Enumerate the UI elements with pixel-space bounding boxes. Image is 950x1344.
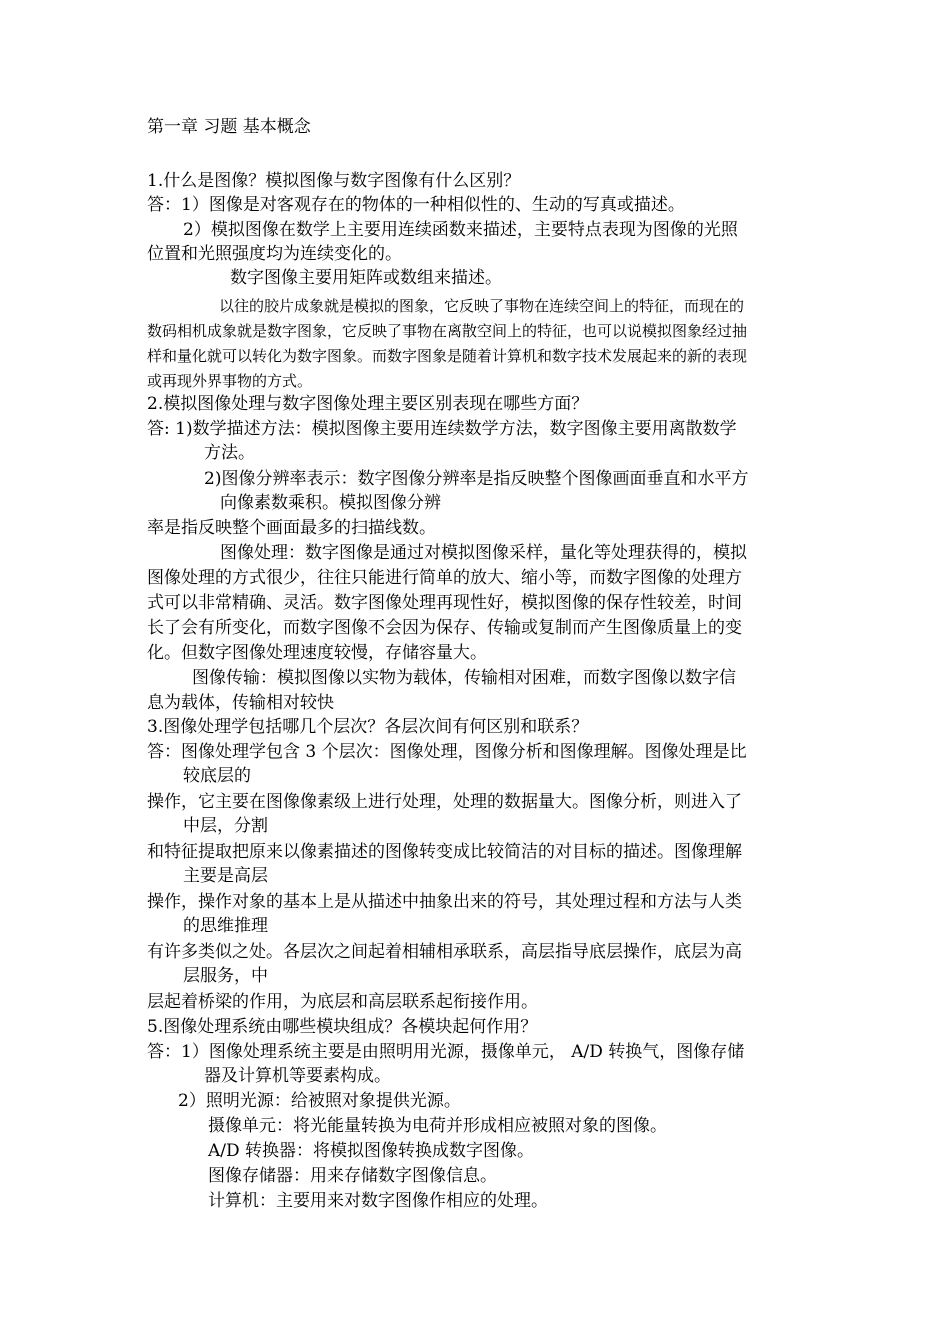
answer-5-line-1: 答：1）图像处理系统主要是由照明用光源，摄像单元， A/D 转换气，图像存储 [147, 1042, 745, 1062]
answer-1-line-3: 位置和光照强度均为连续变化的。 [147, 244, 402, 264]
answer-5-line-2: 器及计算机等要素构成。 [204, 1066, 391, 1086]
answer-1-line-4: 数字图像主要用矩阵或数组来描述。 [230, 268, 502, 288]
question-5: 5.图像处理系统由哪些模块组成？各模块起何作用？ [147, 1017, 538, 1037]
answer-3-line-11: 层起着桥梁的作用，为底层和高层联系起衔接作用。 [147, 992, 538, 1012]
answer-2-line-7: 图像处理的方式很少，往往只能进行简单的放大、缩小等，而数字图像的处理方 [147, 568, 742, 588]
chapter-title: 第一章 习题 基本概念 [147, 117, 311, 137]
answer-1-line-2: 2）模拟图像在数学上主要用连续函数来描述，主要特点表现为图像的光照 [183, 220, 738, 240]
answer-2-line-8: 式可以非常精确、灵活。数字图像处理再现性好，模拟图像的保存性较差，时间 [147, 593, 742, 613]
answer-2-line-5: 率是指反映整个画面最多的扫描线数。 [147, 518, 436, 538]
answer-5-line-7: 计算机：主要用来对数字图像作相应的处理。 [208, 1191, 548, 1211]
answer-2-line-9: 长了会有所变化，而数字图像不会因为保存、传输或复制而产生图像质量上的变 [147, 618, 742, 638]
answer-5-line-3: 2）照明光源：给被照对象提供光源。 [178, 1091, 461, 1111]
answer-5-line-5: A/D 转换器：将模拟图像转换成数字图像。 [208, 1141, 535, 1161]
answer-2-line-1: 答: 1)数学描述方法：模拟图像主要用连续数学方法，数字图像主要用离散数学 [147, 419, 737, 439]
answer-1-line-7: 样和量化就可以转化为数字图象。而数字图象是随着计算机和数字技术发展起来的新的表现 [147, 347, 748, 365]
answer-2-line-4: 向像素数乘积。模拟图像分辨 [220, 493, 441, 513]
answer-1-line-8: 或再现外界事物的方式。 [147, 372, 313, 390]
answer-2-line-3: 2)图像分辨率表示：数字图像分辨率是指反映整个图像画面垂直和水平方 [204, 469, 749, 489]
answer-3-line-4: 中层，分割 [183, 816, 268, 836]
answer-3-line-7: 操作，操作对象的基本上是从描述中抽象出来的符号，其处理过程和方法与人类 [147, 892, 742, 912]
answer-1-line-6: 数码相机成象就是数字图象，它反映了事物在离散空间上的特征，也可以说模拟图象经过抽 [147, 322, 748, 340]
answer-1-line-5: 以往的胶片成象就是模拟的图象，它反映了事物在连续空间上的特征，而现在的 [219, 297, 745, 315]
answer-2-line-12: 息为载体，传输相对较快 [147, 693, 334, 713]
answer-1-line-1: 答：1）图像是对客观存在的物体的一种相似性的、生动的写真或描述。 [147, 195, 685, 215]
answer-3-line-9: 有许多类似之处。各层次之间起着相辅相承联系，高层指导底层操作，底层为高 [147, 942, 742, 962]
answer-2-line-2: 方法。 [204, 443, 255, 463]
answer-3-line-6: 主要是高层 [183, 866, 268, 886]
answer-3-line-8: 的思维推理 [183, 916, 268, 936]
answer-5-line-6: 图像存储器：用来存储数字图像信息。 [208, 1166, 497, 1186]
answer-2-line-10: 化。但数字图像处理速度较慢，存储容量大。 [147, 643, 487, 663]
question-2: 2.模拟图像处理与数字图像处理主要区别表现在哪些方面？ [147, 394, 589, 414]
question-1: 1.什么是图像？模拟图像与数字图像有什么区别？ [147, 171, 521, 191]
question-3: 3.图像处理学包括哪几个层次？各层次间有何区别和联系？ [147, 717, 589, 737]
answer-5-line-4: 摄像单元：将光能量转换为电荷并形成相应被照对象的图像。 [208, 1116, 667, 1136]
answer-3-line-1: 答：图像处理学包含 3 个层次：图像处理，图像分析和图像理解。图像处理是比 [147, 742, 747, 762]
answer-2-line-6: 图像处理：数字图像是通过对模拟图像采样，量化等处理获得的，模拟 [220, 543, 747, 563]
answer-3-line-5: 和特征提取把原来以像素描述的图像转变成比较简洁的对目标的描述。图像理解 [147, 842, 742, 862]
answer-3-line-10: 层服务，中 [183, 966, 268, 986]
answer-3-line-2: 较底层的 [183, 766, 251, 786]
answer-3-line-3: 操作，它主要在图像像素级上进行处理，处理的数据量大。图像分析，则进入了 [147, 792, 742, 812]
answer-2-line-11: 图像传输：模拟图像以实物为载体，传输相对困难，而数字图像以数字信 [192, 668, 736, 688]
